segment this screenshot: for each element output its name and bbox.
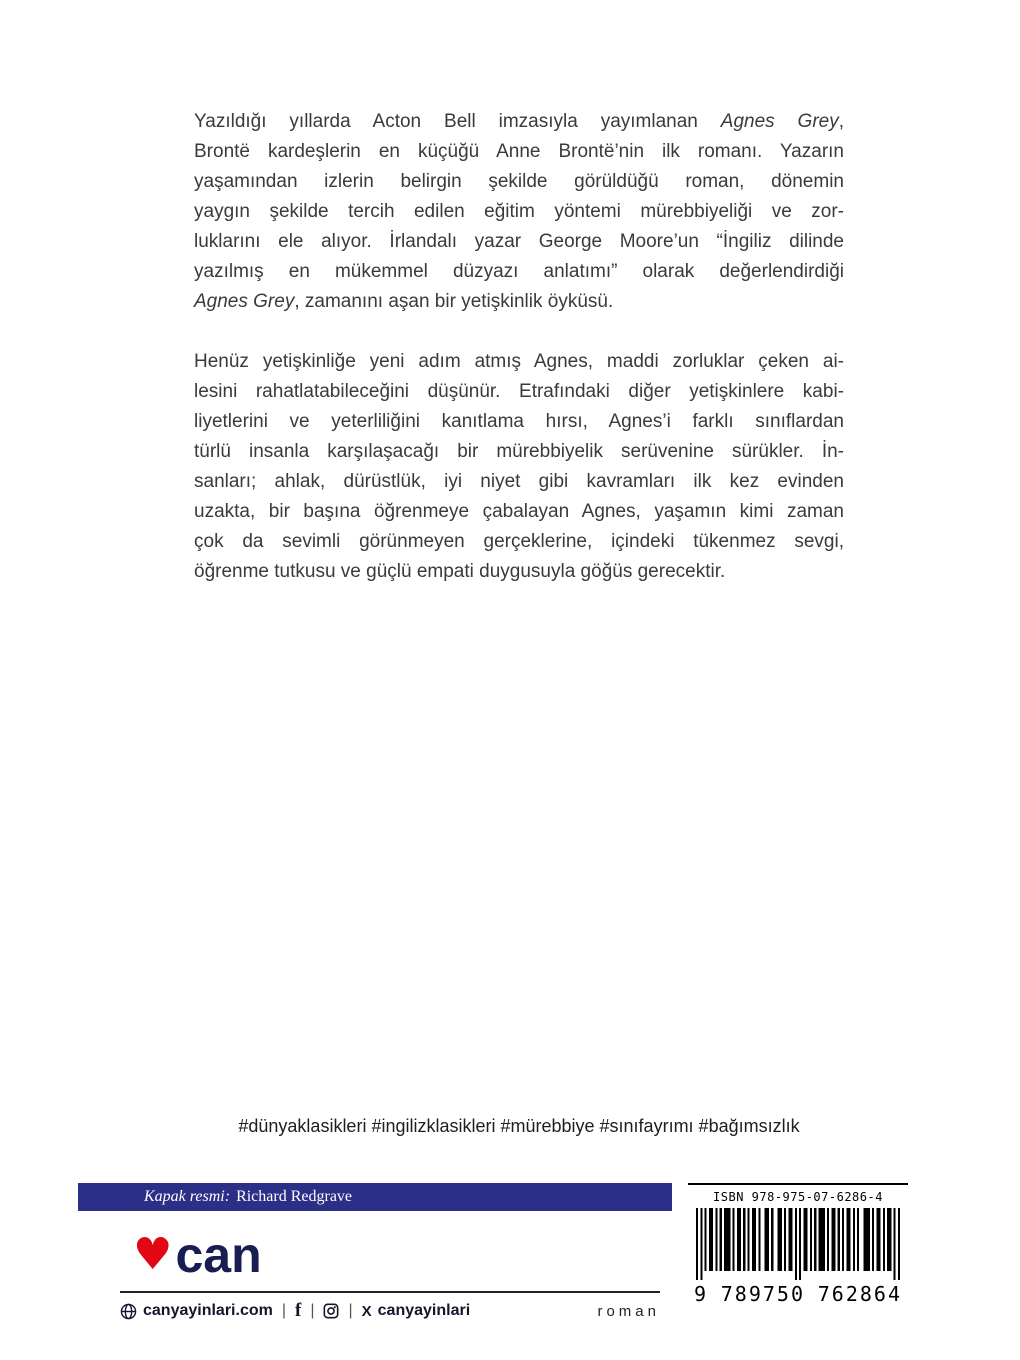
- facebook-icon: f: [295, 1300, 302, 1321]
- barcode-digit-group: 9: [694, 1282, 709, 1306]
- text-line: Yazıldığı yıllarda Acton Bell imzasıyla yayımlanan Agnes Grey,: [194, 111, 844, 132]
- genre-label: roman: [597, 1302, 660, 1320]
- text-line: liyetlerini ve yeterliliğini kanıtlama hırsı, Agnes’i farklı sınıflardan: [194, 411, 844, 432]
- text-line: sanları; ahlak, dürüstlük, iyi niyet gibi kavramları ilk kez evinden: [194, 471, 844, 492]
- cover-credit-label: Kapak resmi:: [144, 1188, 231, 1205]
- barcode-digit-group: 762864: [817, 1282, 902, 1306]
- text-line: yaygın şekilde tercih edilen eğitim yöntemi mürebbiyeliği ve zor-: [194, 201, 844, 222]
- footer-divider: [120, 1291, 660, 1293]
- text-line: Henüz yetişkinliğe yeni adım atmış Agnes, maddi zorluklar çeken ai-: [194, 351, 844, 372]
- instagram-icon: [323, 1303, 339, 1319]
- footer-separator: |: [348, 1302, 353, 1319]
- text-line: lesini rahatlatabileceğini düşünür. Etrafındaki diğer yetişkinlere kabi-: [194, 381, 844, 402]
- text-line: öğrenme tutkusu ve güçlü empati duygusuyla göğüs gerecektir.: [194, 561, 726, 582]
- heart-icon: ♥: [133, 1229, 173, 1280]
- cover-credit-value: Richard Redgrave: [236, 1188, 353, 1205]
- barcode-image: [696, 1208, 900, 1280]
- publisher-logo: [133, 1227, 262, 1283]
- body-text: [194, 107, 844, 587]
- barcode-digits: [694, 1282, 902, 1306]
- publisher-website: canyayinlari.com: [143, 1302, 273, 1319]
- text-line: yaşamından izlerin belirgin şekilde görüldüğü roman, dönemin: [194, 171, 844, 192]
- text-line: çok da sevimli görünmeyen gerçeklerine, içindeki tükenmez sevgi,: [194, 531, 844, 552]
- publisher-logo-text: can: [175, 1227, 262, 1283]
- footer-separator: |: [281, 1302, 286, 1319]
- isbn-barcode-block: [688, 1183, 908, 1306]
- hashtags: #dünyaklasikleri #ingilizklasikleri #mürebbiye #sınıfayrımı #bağımsızlık: [238, 1116, 800, 1136]
- barcode-digit-group: 789750: [720, 1282, 806, 1306]
- text-line: Brontë kardeşlerin en küçüğü Anne Brontë’nin ilk romanı. Yazarın: [194, 141, 844, 162]
- isbn-label: ISBN 978-975-07-6286-4: [713, 1190, 883, 1204]
- paragraph: [194, 347, 844, 587]
- x-twitter-icon: X: [361, 1302, 372, 1320]
- paragraph: [194, 107, 844, 317]
- footer-bar: [120, 1300, 660, 1322]
- footer-separator: |: [310, 1302, 315, 1319]
- text-line: luklarını ele alıyor. İrlandalı yazar George Moore’un “İngiliz dilinde: [194, 231, 844, 252]
- text-line: yazılmış en mükemmel düzyazı anlatımı” olarak değerlendirdiği: [194, 261, 844, 282]
- cover-credit-band: [78, 1183, 672, 1211]
- text-line: türlü insanla karşılaşacağı bir mürebbiyelik serüvenine sürükler. İn-: [194, 441, 844, 462]
- text-line: uzakta, bir başına öğrenmeye çabalayan Agnes, yaşamın kimi zaman: [194, 501, 844, 522]
- social-handle: canyayinlari: [377, 1302, 471, 1319]
- text-line: Agnes Grey, zamanını aşan bir yetişkinlik öyküsü.: [194, 291, 614, 312]
- globe-icon: [120, 1303, 137, 1320]
